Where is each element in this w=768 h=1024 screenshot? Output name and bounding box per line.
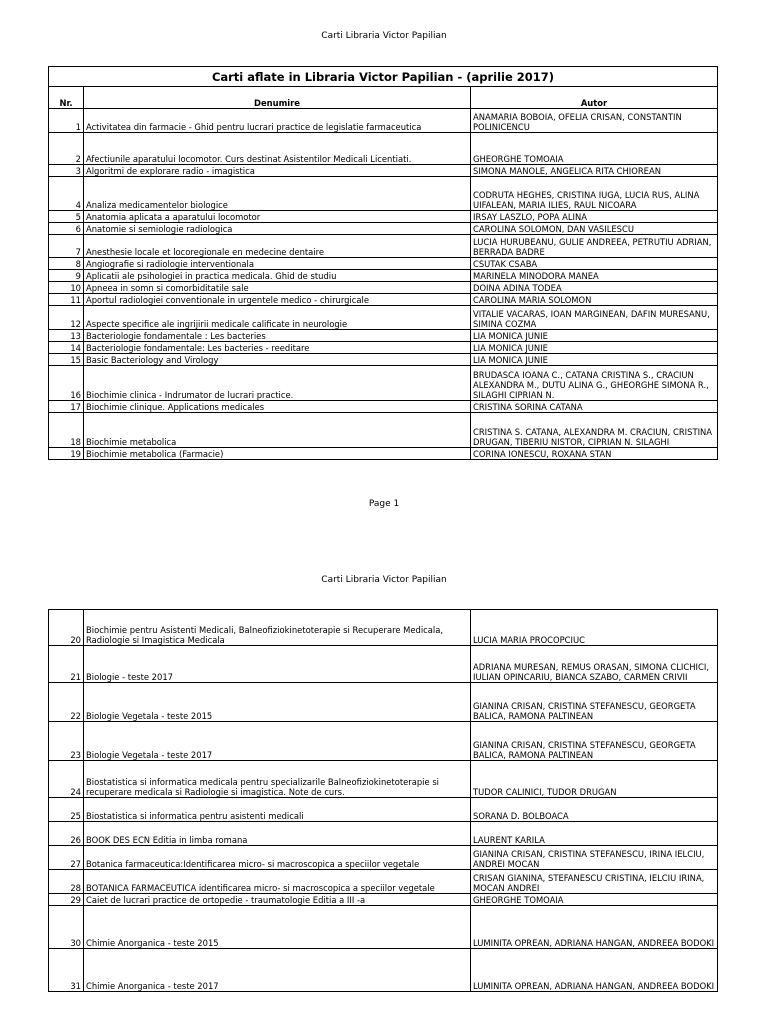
table-row [49, 722, 718, 761]
row-number: 17 [49, 401, 84, 413]
book-title: Bacteriologie fondamentale : Les bacteries [84, 330, 471, 342]
book-author: CAROLINA MARIA SOLOMON [471, 294, 718, 306]
row-number: 18 [49, 413, 84, 448]
row-number: 9 [49, 270, 84, 282]
book-title: Basic Bacteriology and Virology [84, 354, 471, 366]
row-number: 28 [49, 870, 84, 894]
row-number: 14 [49, 342, 84, 354]
table-row [49, 354, 718, 366]
table-row [49, 822, 718, 846]
book-title: Chimie Anorganica - teste 2015 [84, 906, 471, 949]
table-row [49, 294, 718, 306]
table-row [49, 342, 718, 354]
row-number: 7 [49, 235, 84, 258]
column-header-autor: Autor [471, 87, 718, 109]
row-number: 11 [49, 294, 84, 306]
book-author: DOINA ADINA TODEA [471, 282, 718, 294]
row-number: 8 [49, 258, 84, 270]
book-author: CORINA IONESCU, ROXANA STAN [471, 448, 718, 460]
book-title: Bacteriologie fondamentale: Les bacteries - reeditare [84, 342, 471, 354]
page-header: Carti Libraria Victor Papilian [321, 31, 447, 41]
table-row [49, 177, 718, 211]
book-title: Biochimie clinica - Indrumator de lucrari practice. [84, 366, 471, 401]
table-row [49, 894, 718, 906]
table-row [49, 413, 718, 448]
table-row [49, 235, 718, 258]
table-title: Carti aflate in Libraria Victor Papilian - (aprilie 2017) [49, 67, 718, 87]
book-title: Biochimie metabolica (Farmacie) [84, 448, 471, 460]
book-title: Biochimie metabolica [84, 413, 471, 448]
table-row [49, 448, 718, 460]
row-number: 27 [49, 846, 84, 870]
row-number: 31 [49, 949, 84, 992]
row-number: 15 [49, 354, 84, 366]
row-number: 19 [49, 448, 84, 460]
row-number: 12 [49, 306, 84, 330]
book-author: SORANA D. BOLBOACA [471, 798, 718, 822]
row-number: 13 [49, 330, 84, 342]
book-author: LUMINITA OPREAN, ADRIANA HANGAN, ANDREEA BODOKI [471, 949, 718, 992]
row-number: 22 [49, 683, 84, 722]
book-author: ANAMARIA BOBOIA, OFELIA CRISAN, CONSTANTIN POLINICENCU [471, 109, 718, 133]
books-table-page-2 [48, 609, 718, 992]
book-author: CODRUTA HEGHES, CRISTINA IUGA, LUCIA RUS, ALINA UIFALEAN, MARIA ILIES, RAUL NICOARA [471, 177, 718, 211]
row-number: 30 [49, 906, 84, 949]
book-author: GIANINA CRISAN, CRISTINA STEFANESCU, GEORGETA BALICA, RAMONA PALTINEAN [471, 722, 718, 761]
table-row [49, 401, 718, 413]
table-row [49, 949, 718, 992]
book-author: GHEORGHE TOMOAIA [471, 133, 718, 165]
table-row [49, 646, 718, 683]
table-row [49, 109, 718, 133]
table-row [49, 330, 718, 342]
row-number: 21 [49, 646, 84, 683]
column-header-nr: Nr. [49, 87, 84, 109]
row-number: 6 [49, 223, 84, 235]
book-title: Aportul radiologiei conventionale in urgentele medico - chirurgicale [84, 294, 471, 306]
book-author: MARINELA MINODORA MANEA [471, 270, 718, 282]
book-author: SIMONA MANOLE, ANGELICA RITA CHIOREAN [471, 165, 718, 177]
book-title: Aplicatii ale psihologiei in practica medicala. Ghid de studiu [84, 270, 471, 282]
table-row [49, 258, 718, 270]
book-author: LAURENT KARILA [471, 822, 718, 846]
book-author: GHEORGHE TOMOAIA [471, 894, 718, 906]
book-title: Afectiunile aparatului locomotor. Curs destinat Asistentilor Medicali Licentiati. [84, 133, 471, 165]
table-row [49, 306, 718, 330]
book-author: IRSAY LASZLO, POPA ALINA [471, 211, 718, 223]
books-table-page-1 [48, 66, 718, 460]
table-row [49, 223, 718, 235]
table-row [49, 870, 718, 894]
book-author: CAROLINA SOLOMON, DAN VASILESCU [471, 223, 718, 235]
row-number: 5 [49, 211, 84, 223]
book-title: Botanica farmaceutica:Identificarea micro- si macroscopica a speciilor vegetale [84, 846, 471, 870]
row-number: 25 [49, 798, 84, 822]
table-row [49, 610, 718, 646]
table-row [49, 906, 718, 949]
row-number: 20 [49, 610, 84, 646]
table-row [49, 846, 718, 870]
book-author: LUCIA MARIA PROCOPCIUC [471, 610, 718, 646]
book-title: Biologie - teste 2017 [84, 646, 471, 683]
book-author: TUDOR CALINICI, TUDOR DRUGAN [471, 761, 718, 798]
page-header: Carti Libraria Victor Papilian [321, 575, 447, 585]
book-title: Angiografie si radiologie interventionala [84, 258, 471, 270]
book-title: BOTANICA FARMACEUTICA identificarea micro- si macroscopica a speciilor vegetale [84, 870, 471, 894]
row-number: 23 [49, 722, 84, 761]
row-number: 24 [49, 761, 84, 798]
table-row [49, 366, 718, 401]
book-author: VITALIE VACARAS, IOAN MARGINEAN, DAFIN MURESANU, SIMINA COZMA [471, 306, 718, 330]
row-number: 4 [49, 177, 84, 211]
book-author: LUMINITA OPREAN, ADRIANA HANGAN, ANDREEA BODOKI [471, 906, 718, 949]
book-title: Aspecte specifice ale ingrijirii medicale calificate in neurologie [84, 306, 471, 330]
book-author: ADRIANA MURESAN, REMUS ORASAN, SIMONA CLICHICI, IULIAN OPINCARIU, BIANCA SZABO, CARMEN CRIVII [471, 646, 718, 683]
table-row [49, 683, 718, 722]
book-author: CRISAN GIANINA, STEFANESCU CRISTINA, IELCIU IRINA, MOCAN ANDREI [471, 870, 718, 894]
table-row [49, 761, 718, 798]
row-number: 16 [49, 366, 84, 401]
row-number: 3 [49, 165, 84, 177]
book-author: LUCIA HURUBEANU, GULIE ANDREEA, PETRUTIU ADRIAN, BERRADA BADRE [471, 235, 718, 258]
book-author: GIANINA CRISAN, CRISTINA STEFANESCU, GEORGETA BALICA, RAMONA PALTINEAN [471, 683, 718, 722]
book-title: Analiza medicamentelor biologice [84, 177, 471, 211]
book-title: BOOK DES ECN Editia in limba romana [84, 822, 471, 846]
book-title: Chimie Anorganica - teste 2017 [84, 949, 471, 992]
book-author: BRUDASCA IOANA C., CATANA CRISTINA S., CRACIUN ALEXANDRA M., DUTU ALINA G., GHEORGHE SIMONA R., SILAGHI CIPRIAN N. [471, 366, 718, 401]
book-title: Biochimie pentru Asistenti Medicali, Balneofiziokinetoterapie si Recuperare Medicala, Radiologie si Imagistica Medicala [84, 610, 471, 646]
row-number: 10 [49, 282, 84, 294]
book-author: CSUTAK CSABA [471, 258, 718, 270]
table-row [49, 211, 718, 223]
book-author: GIANINA CRISAN, CRISTINA STEFANESCU, IRINA IELCIU, ANDREI MOCAN [471, 846, 718, 870]
book-title: Biochimie clinique. Applications medicales [84, 401, 471, 413]
book-title: Algoritmi de explorare radio - imagistica [84, 165, 471, 177]
book-title: Biologie Vegetala - teste 2015 [84, 683, 471, 722]
book-title: Apneea in somn si comorbiditatile sale [84, 282, 471, 294]
table-row [49, 282, 718, 294]
column-header-denumire: Denumire [84, 87, 471, 109]
table-row [49, 270, 718, 282]
row-number: 26 [49, 822, 84, 846]
book-title: Caiet de lucrari practice de ortopedie - traumatologie Editia a III -a [84, 894, 471, 906]
row-number: 29 [49, 894, 84, 906]
book-author: LIA MONICA JUNIE [471, 354, 718, 366]
book-author: LIA MONICA JUNIE [471, 330, 718, 342]
book-title: Anatomie si semiologie radiologica [84, 223, 471, 235]
book-title: Biologie Vegetala - teste 2017 [84, 722, 471, 761]
table-row [49, 165, 718, 177]
book-author: LIA MONICA JUNIE [471, 342, 718, 354]
book-title: Biostatistica si informatica pentru asistenti medicali [84, 798, 471, 822]
book-title: Biostatistica si informatica medicala pentru specializarile Balneofiziokinetoterapie si recuperare medicala si Radiologie si imagistica. Note de curs. [84, 761, 471, 798]
book-title: Activitatea din farmacie - Ghid pentru lucrari practice de legislatie farmaceutica [84, 109, 471, 133]
book-author: CRISTINA SORINA CATANA [471, 401, 718, 413]
page-footer: Page 1 [368, 499, 400, 509]
row-number: 1 [49, 109, 84, 133]
book-author: CRISTINA S. CATANA, ALEXANDRA M. CRACIUN, CRISTINA DRUGAN, TIBERIU NISTOR, CIPRIAN N. SILAGHI [471, 413, 718, 448]
table-row [49, 798, 718, 822]
book-title: Anatomia aplicata a aparatului locomotor [84, 211, 471, 223]
row-number: 2 [49, 133, 84, 165]
table-row [49, 133, 718, 165]
book-title: Anesthesie locale et locoregionale en medecine dentaire [84, 235, 471, 258]
